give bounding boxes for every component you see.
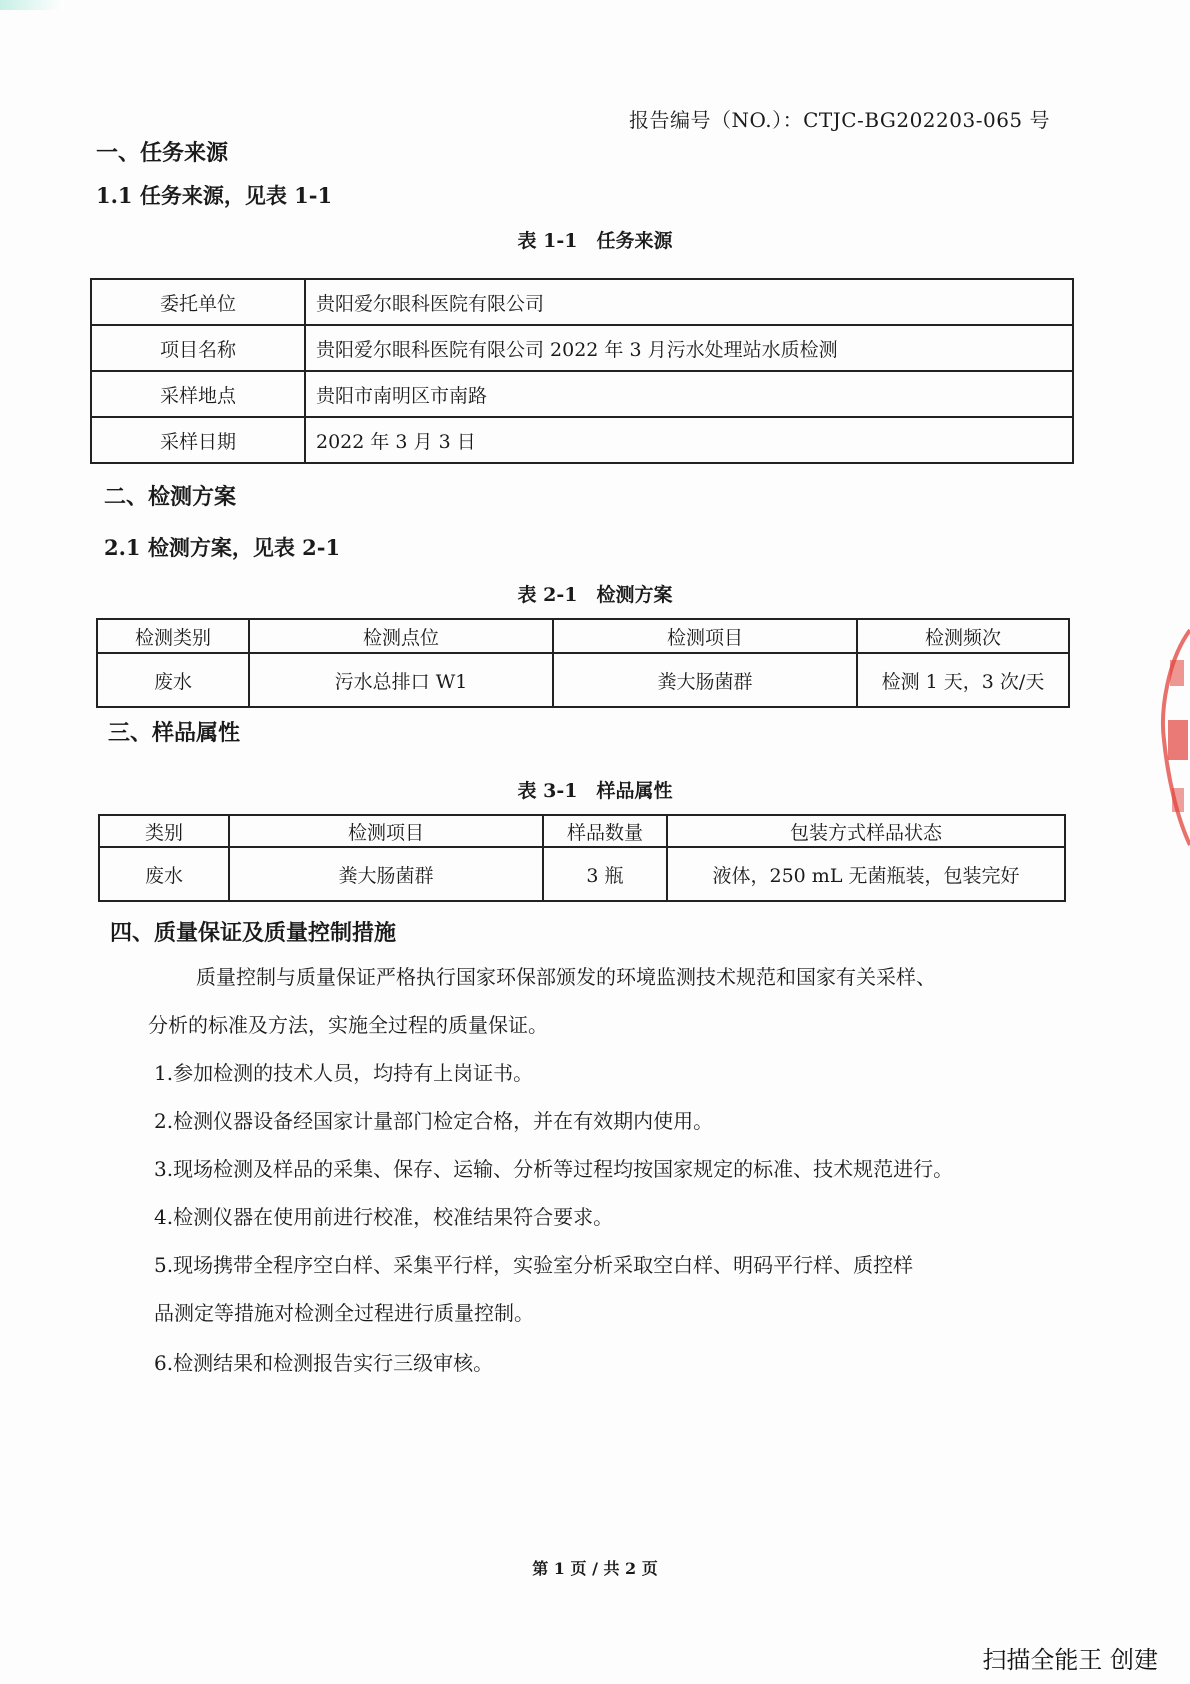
table-row [91,371,1073,417]
table-row [91,417,1073,463]
table-row [91,279,1073,325]
section-2-subtitle: 2.1 检测方案，见表 2-1 [104,535,341,560]
table-label: 委托单位 [91,279,305,325]
table-value: 贵阳爱尔眼科医院有限公司 [305,279,1073,325]
section-2-title: 二、检测方案 [104,484,237,510]
table-cell: 检测 1 天，3 次/天 [857,653,1069,707]
section-4-title: 四、质量保证及质量控制措施 [110,920,397,946]
qc-intro-line-2: 分析的标准及方法，实施全过程的质量保证。 [148,1013,548,1037]
task-source-table [90,278,1074,464]
table-value: 2022 年 3 月 3 日 [305,417,1073,463]
table-cell: 粪大肠菌群 [553,653,857,707]
table-header: 检测项目 [553,619,857,653]
page-number: 第 1 页 / 共 2 页 [532,1559,658,1578]
qc-item: 1.参加检测的技术人员，均持有上岗证书。 [154,1061,534,1085]
table-label: 采样地点 [91,371,305,417]
table-row [99,847,1065,901]
section-1-title: 一、任务来源 [96,140,229,166]
qc-intro-line-1: 质量控制与质量保证严格执行国家环保部颁发的环境监测技术规范和国家有关采样、 [196,965,936,989]
qc-item: 品测定等措施对检测全过程进行质量控制。 [154,1301,534,1325]
table-row [97,653,1069,707]
table-label: 采样日期 [91,417,305,463]
table-cell: 粪大肠菌群 [229,847,543,901]
section-3-title: 三、样品属性 [108,720,241,746]
table-cell: 废水 [97,653,249,707]
table-header: 检测项目 [229,815,543,847]
report-number: 报告编号（NO.）：CTJC-BG202203-065 号 [629,108,1050,132]
sample-property-table [98,814,1066,902]
table-header: 检测点位 [249,619,553,653]
table-row [91,325,1073,371]
scanner-watermark: 扫描全能王 创建 [982,1646,1158,1674]
table-value: 贵阳爱尔眼科医院有限公司 2022 年 3 月污水处理站水质检测 [305,325,1073,371]
corner-mark [0,0,64,10]
qc-item: 6.检测结果和检测报告实行三级审核。 [154,1351,494,1375]
table-2-caption: 表 2-1 检测方案 [517,584,673,606]
table-header: 检测类别 [97,619,249,653]
qc-item: 4.检测仪器在使用前进行校准，校准结果符合要求。 [154,1205,614,1229]
table-header: 样品数量 [543,815,667,847]
qc-item: 2.检测仪器设备经国家计量部门检定合格，并在有效期内使用。 [154,1109,714,1133]
table-header: 包装方式样品状态 [667,815,1065,847]
table-cell: 3 瓶 [543,847,667,901]
detection-plan-table [96,618,1070,708]
table-cell: 废水 [99,847,229,901]
qc-item: 3.现场检测及样品的采集、保存、运输、分析等过程均按国家规定的标准、技术规范进行。 [154,1157,954,1181]
table-header-row [97,619,1069,653]
table-cell: 污水总排口 W1 [249,653,553,707]
table-header: 检测频次 [857,619,1069,653]
table-header: 类别 [99,815,229,847]
table-header-row [99,815,1065,847]
table-cell: 液体，250 mL 无菌瓶装，包装完好 [667,847,1065,901]
section-1-subtitle: 1.1 任务来源，见表 1-1 [96,183,333,208]
table-label: 项目名称 [91,325,305,371]
official-seal-fragment [1150,620,1190,850]
table-1-caption: 表 1-1 任务来源 [517,230,673,252]
table-3-caption: 表 3-1 样品属性 [517,780,673,802]
table-value: 贵阳市南明区市南路 [305,371,1073,417]
qc-item: 5.现场携带全程序空白样、采集平行样，实验室分析采取空白样、明码平行样、质控样 [154,1253,914,1277]
